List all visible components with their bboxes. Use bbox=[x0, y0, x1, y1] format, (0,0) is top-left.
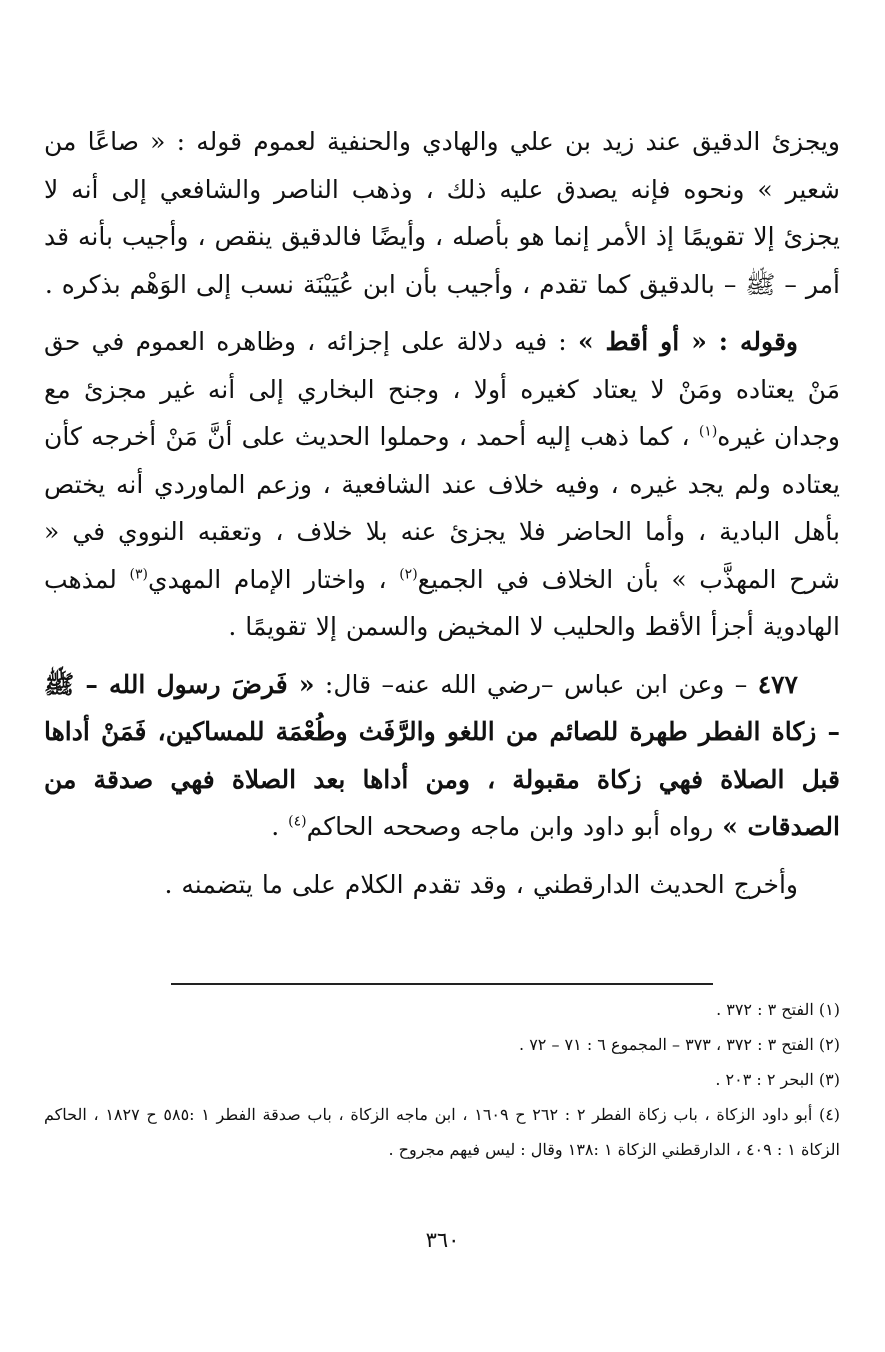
footnote-2: (٢) الفتح ٣ : ٣٧٢ ، ٣٧٣ – المجموع ٦ : ٧١ – ٧٢ . bbox=[519, 1035, 840, 1054]
paragraph-1: ويجزئ الدقيق عند زيد بن علي والهادي والحنفية لعموم قوله : « صاعًا من شعير » ونحوه فإنه يصدق عليه ذلك ، وذهب الناصر والشافعي إلى أنه لا يجزئ إلا تقويمًا إذ الأمر إنما هو بأصله ، وأيضًا فالدقيق ينقص ، وأجيب بأنه قد أمر – ﷺ – بالدقيق كما تقدم ، وأجيب بأن ابن عُيَيْنَة نسب إلى الوَهْم بذكره . bbox=[44, 127, 840, 299]
paragraph-4: وأخرج الحديث الدارقطني ، وقد تقدم الكلام على ما يتضمنه . bbox=[164, 869, 798, 899]
footnote-ref-2: (٢) bbox=[399, 566, 418, 583]
footnote-ref-1: (١) bbox=[698, 423, 718, 440]
paragraph-2 bbox=[44, 318, 840, 651]
paragraph-3-text-c: . bbox=[271, 812, 289, 841]
footnote-4: (٤) أبو داود الزكاة ، باب زكاة الفطر ٢ : ٢٦٢ ح ١٦٠٩ ، ابن ماجه الزكاة ، باب صدقة الفطر ١ :٥٨٥ ح ١٨٢٧ ، الحاكم الزكاة ١ : ٤٠٩ ، الدارقطني الزكاة ١ :١٣٨ وقال : ليس فيهم مجروح . bbox=[44, 1105, 841, 1159]
paragraph-2-text-d: لمذهب الهادوية أجزأ الأقط والحليب لا المخيض والسمن إلا تقويمًا . bbox=[44, 564, 840, 641]
paragraph-2-text-a: : فيه دلالة على إجزائه ، وظاهره العموم في حق مَنْ يعتاده ومَنْ لا يعتاد كغيره أولا ، وجنح البخاري إلى أنه غير مجزئ مع وجدان غيره bbox=[44, 327, 840, 451]
footnote-3: (٣) البحر ٢ : ٢٠٣ . bbox=[715, 1070, 840, 1089]
footnote-1: (١) الفتح ٣ : ٣٧٢ . bbox=[716, 1000, 840, 1019]
hadith-text: « فَرضَ رسول الله – ﷺ – زكاة الفطر طهرة للصائم من اللغو والرَّفَث وطُعْمَة للمساكين، فَمَنْ أداها قبل الصلاة فهي زكاة مقبولة ، ومن أداها بعد الصلاة فهي صدقة من الصدقات » bbox=[44, 669, 840, 841]
footnote-ref-4: (٤) bbox=[288, 813, 307, 830]
paragraph-3-text-a: – وعن ابن عباس –رضي الله عنه– قال: bbox=[314, 669, 758, 699]
paragraph-2-text-b: ، كما ذهب إليه أحمد ، وحملوا الحديث على أنَّ مَنْ أخرجه كأن يعتاده ولم يجد غيره ، وفيه خلاف عند الشافعية ، وزعم الماوردي أنه يختص بأهل البادية ، وأما الحاضر فلا يجزئ عنه بلا خلاف ، وتعقبه النووي في « شرح المهذَّب » بأن الخلاف في الجميع bbox=[44, 422, 840, 594]
footnote-divider bbox=[171, 983, 713, 985]
paragraph-3-hadith bbox=[44, 661, 840, 851]
footnote-ref-3: (٣) bbox=[129, 566, 149, 583]
paragraph-2-lead: وقوله : « أو أقط » bbox=[577, 327, 798, 356]
paragraph-2-text-c: ، واختار الإمام المهدي bbox=[148, 564, 400, 594]
footnotes bbox=[44, 992, 840, 1167]
page-number: ٣٦٠ bbox=[425, 1228, 460, 1252]
hadith-number: ٤٧٧ bbox=[757, 669, 798, 699]
paragraph-3-text-b: رواه أبو داود وابن ماجه وصححه الحاكم bbox=[306, 812, 723, 841]
main-text bbox=[44, 118, 840, 918]
